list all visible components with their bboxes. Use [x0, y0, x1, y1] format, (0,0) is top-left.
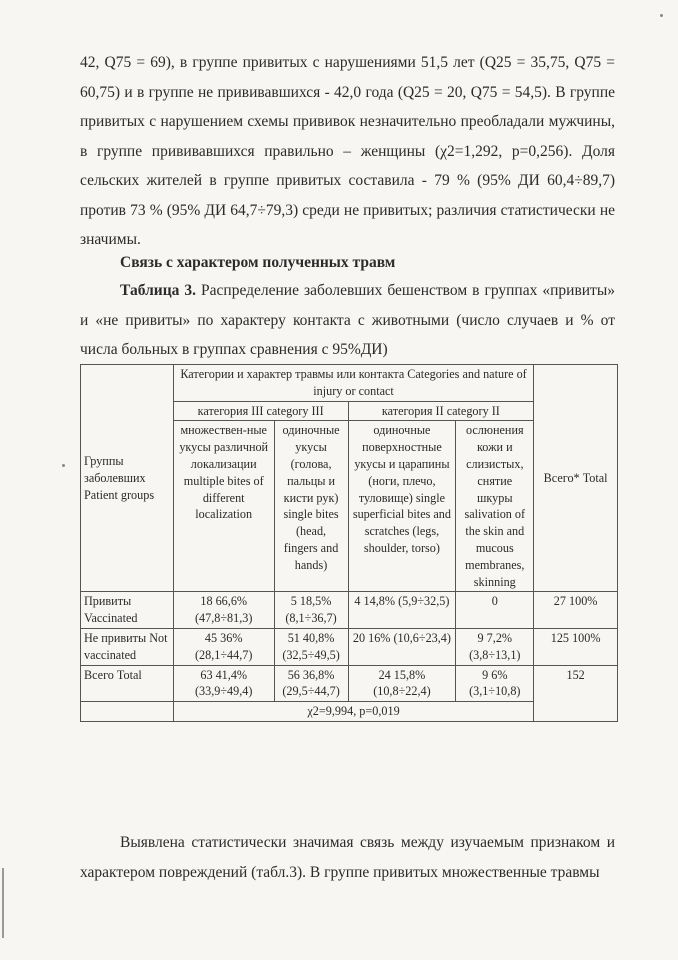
scan-speck — [62, 464, 65, 467]
subheader-salivation: ослюнения кожи и слизистых, снятие шкуры salivation of the skin and mucous membranes, skinning — [456, 421, 534, 592]
header-category-2: категория II category II — [348, 401, 534, 421]
table-caption-text: Распределение заболевших бешенством в группах «привиты» и «не привиты» по характеру контакта с животными (число случаев и % от числа больных в группах сравнения с 95%ДИ) — [80, 282, 615, 358]
chi-square-result: χ2=9,994, p=0,019 — [173, 702, 533, 722]
table-row-total — [81, 665, 618, 702]
section-heading: Связь с характером полученных травм — [120, 254, 396, 271]
table-cell: 9 7,2% (3,8÷13,1) — [456, 628, 534, 665]
table-cell: 24 15,8% (10,8÷22,4) — [348, 665, 456, 702]
table-cell: 9 6% (3,1÷10,8) — [456, 665, 534, 702]
table-row-vaccinated — [81, 592, 618, 629]
table-cell: 5 18,5% (8,1÷36,7) — [274, 592, 348, 629]
header-groups: Группы заболевших Patient groups — [81, 365, 174, 592]
subheader-multiple-bites: множествен-ные укусы различной локализации multiple bites of different localization — [173, 421, 274, 592]
table-cell: 0 — [456, 592, 534, 629]
scan-speck — [660, 14, 663, 17]
data-table — [80, 364, 618, 722]
row-group-label: Всего Total — [81, 665, 174, 702]
table-caption — [80, 276, 615, 365]
paragraph-1: 42, Q75 = 69), в группе привитых с нарушениями 51,5 лет (Q25 = 35,75, Q75 = 60,75) и в группе не прививавшихся - 42,0 года (Q25 = 20, Q75 = 54,5). В группе привитых с нарушением схемы прививок незначительно преобладали мужчины, в группе прививавшихся правильно – женщины (χ2=1,292, p=0,256). Доля сельских жителей в группе привитых составила - 79 % (95% ДИ 60,4÷89,7) против 73 % (95% ДИ 64,7÷79,3) среди не привитых; различия статистически не значимы. — [80, 54, 615, 248]
table-cell-total: 27 100% — [534, 592, 618, 629]
paragraph-2-text: Выявлена статистически значимая связь между изучаемым признаком и характером повреждений (табл.3). В группе привитых множественные травмы — [80, 834, 615, 881]
header-category-3: категория III category III — [173, 401, 348, 421]
table-cell: 20 16% (10,6÷23,4) — [348, 628, 456, 665]
table-row-not-vaccinated — [81, 628, 618, 665]
header-total: Всего* Total — [534, 365, 618, 592]
table-cell: 63 41,4% (33,9÷49,4) — [173, 665, 274, 702]
table-cell-total: 152 — [534, 665, 618, 721]
subheader-superficial-bites: одиночные поверхностные укусы и царапины (ноги, плечо, туловище) single superficial bites and scratches (legs, shoulder, torso) — [348, 421, 456, 592]
paragraph-2 — [80, 828, 615, 887]
scan-edge-mark — [2, 868, 4, 938]
table-caption-label: Таблица 3. — [120, 282, 197, 299]
table-cell-total: 125 100% — [534, 628, 618, 665]
row-group-label: Не привиты Not vaccinated — [81, 628, 174, 665]
table-cell: 51 40,8% (32,5÷49,5) — [274, 628, 348, 665]
subheader-single-bites: одиночные укусы (голова, пальцы и кисти рук) single bites (head, fingers and hands) — [274, 421, 348, 592]
row-group-label: Привиты Vaccinated — [81, 592, 174, 629]
table-cell: 45 36% (28,1÷44,7) — [173, 628, 274, 665]
table-cell: 18 66,6% (47,8÷81,3) — [173, 592, 274, 629]
table-cell: 56 36,8% (29,5÷44,7) — [274, 665, 348, 702]
header-categories: Категории и характер травмы или контакта Categories and nature of injury or contact — [173, 365, 533, 402]
table-cell: 4 14,8% (5,9÷32,5) — [348, 592, 456, 629]
